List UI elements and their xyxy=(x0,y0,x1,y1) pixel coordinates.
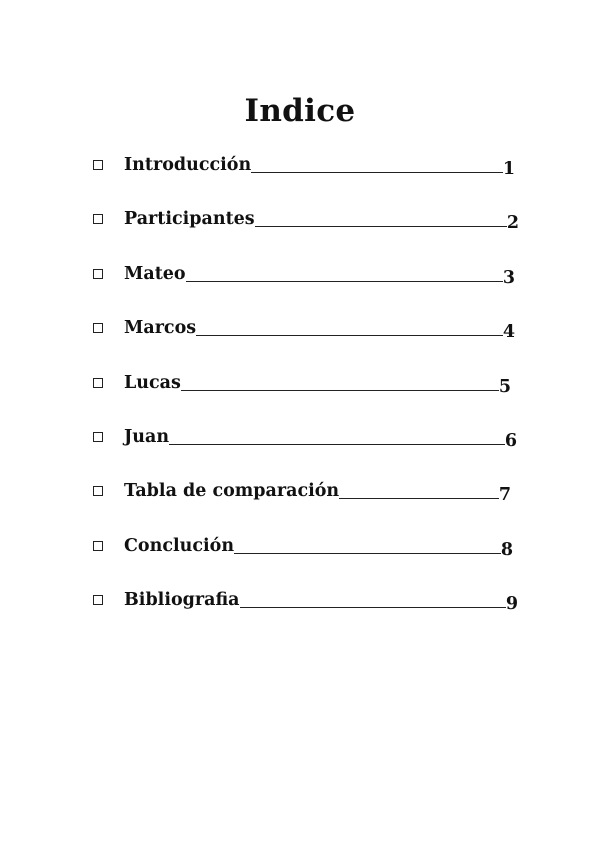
toc-entry-label: Marcos xyxy=(124,318,197,339)
toc-entry-label: Lucas xyxy=(124,372,181,393)
toc-entry-label: Bibliografia xyxy=(124,590,240,611)
checkbox-icon xyxy=(93,160,103,170)
toc-entry-tabla-de-comparacion xyxy=(93,476,511,506)
toc-page-number: 2 xyxy=(506,213,519,234)
toc-entry-lucas xyxy=(93,368,511,395)
toc-entry-marcos xyxy=(93,313,515,343)
toc-entry-mateo xyxy=(93,259,515,286)
checkbox-icon xyxy=(93,486,103,496)
toc-entry-label: Participantes xyxy=(124,209,255,230)
checkbox-icon xyxy=(93,432,103,442)
toc-leader-line xyxy=(240,606,506,608)
checkbox-icon xyxy=(93,541,103,551)
toc-leader-line xyxy=(186,280,503,282)
toc-entry-label: Tabla de comparación xyxy=(124,481,340,502)
toc-page-number: 4 xyxy=(502,322,515,343)
toc-page-number: 6 xyxy=(504,430,517,451)
checkbox-icon xyxy=(93,595,103,605)
toc-page-number: 1 xyxy=(502,159,515,179)
toc-leader-line xyxy=(251,171,503,173)
toc-leader-line xyxy=(339,497,499,499)
toc-leader-line xyxy=(169,443,505,445)
toc-leader-line xyxy=(255,225,507,227)
toc-page-number: 8 xyxy=(500,539,513,560)
toc-entry-conclucion xyxy=(93,531,513,558)
toc-entry-label: Introducción xyxy=(124,155,252,175)
toc-entry-participantes xyxy=(93,204,519,234)
toc-entry-introduccion xyxy=(93,150,515,177)
checkbox-icon xyxy=(93,323,103,333)
toc-leader-line xyxy=(181,389,499,391)
toc-entry-label: Mateo xyxy=(124,263,186,284)
checkbox-icon xyxy=(93,269,103,279)
toc-page-number: 5 xyxy=(498,376,511,397)
table-of-contents xyxy=(93,150,533,640)
page-title: Indice xyxy=(244,92,356,129)
toc-page-number: 3 xyxy=(502,267,515,288)
toc-leader-line xyxy=(234,552,501,554)
checkbox-icon xyxy=(93,214,103,224)
toc-entry-juan xyxy=(93,422,517,449)
checkbox-icon xyxy=(93,378,103,388)
toc-page-number: 7 xyxy=(498,485,511,506)
toc-page-number: 9 xyxy=(505,594,518,615)
toc-entry-label: Juan xyxy=(124,426,170,447)
toc-entry-label: Conclución xyxy=(124,535,235,556)
toc-leader-line xyxy=(196,334,503,336)
toc-entry-bibliografia xyxy=(93,585,518,615)
